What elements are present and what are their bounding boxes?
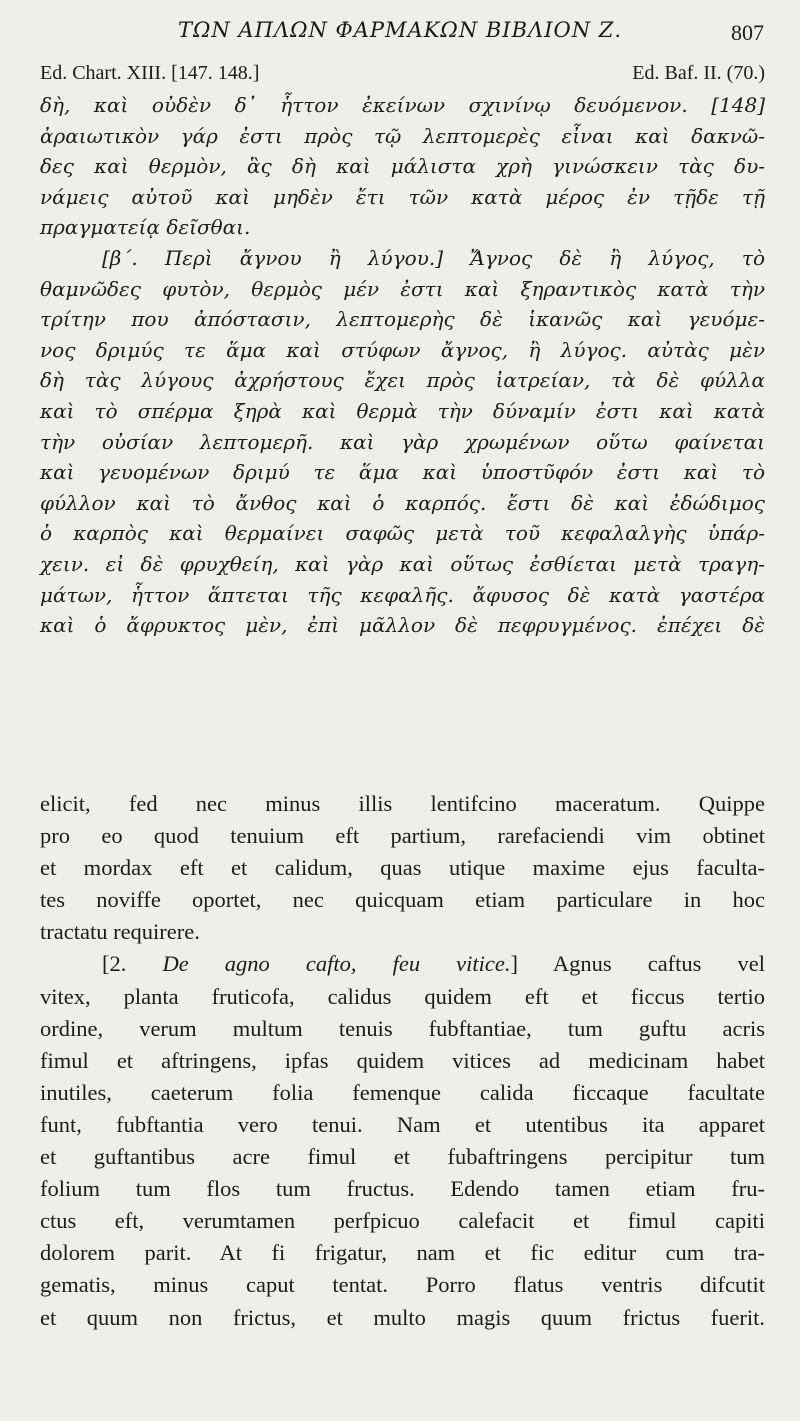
greek-text-block (40, 90, 765, 641)
greek-line: φύλλον καὶ τὸ ἄνθος καὶ ὁ καρπός. ἔστι δὲ καὶ ἐδώδιμος (40, 490, 765, 515)
latin-line: elicit, fed nec minus illis lentifcino maceratum. Quippe (40, 791, 765, 816)
edition-reference-line (40, 62, 765, 88)
greek-line: χειν. εἰ δὲ φρυχθείη, καὶ γὰρ καὶ οὕτως ἐσθίεται μετὰ τραγη- (40, 551, 765, 576)
edition-basel-reference: Ed. Baf. II. (70.) (632, 62, 765, 84)
greek-line: καὶ γευομένων δριμύ τε ἅμα καὶ ὑποστῦφόν ἐστι καὶ τὸ (40, 460, 765, 485)
latin-line: vitex, planta fruticofa, calidus quidem eft et ficcus tertio (40, 983, 765, 1009)
running-head (0, 14, 800, 50)
section-heading-close: ] (510, 951, 518, 977)
greek-line: καὶ ὁ ἄφρυκτος μὲν, ἐπὶ μᾶλλον δὲ πεφρυγμένος. ἐπέχει δὲ (40, 613, 765, 638)
greek-line: ἀραιωτικὸν γάρ ἐστι πρὸς τῷ λεπτομερὲς εἶναι καὶ δακνῶ- (40, 123, 765, 148)
edition-chart-reference: Ed. Chart. XIII. [147. 148.] (40, 62, 260, 84)
latin-line: pro eo quod tenuium eft partium, rarefaciendi vim obtinet (40, 823, 765, 849)
latin-line: et quum non frictus, et multo magis quum frictus fuerit. (40, 1304, 765, 1330)
greek-line: δες καὶ θερμὸν, ἃς δὴ καὶ μάλιστα χρὴ γινώσκειν τὰς δυ- (40, 154, 765, 179)
section-heading-title: De agno cafto, feu vitice. (162, 951, 511, 977)
latin-line: tes noviffe oportet, nec quicquam etiam particulare in hoc (40, 887, 765, 913)
latin-line: gematis, minus caput tentat. Porro flatus ventris difcutit (40, 1272, 765, 1298)
greek-line: τὴν οὐσίαν λεπτομερῆ. καὶ γὰρ χρωμένων οὕτω φαίνεται (40, 429, 765, 454)
latin-line: tractatu requirere. (40, 919, 200, 945)
running-title: ΤΩΝ ΑΠΛΩΝ ΦΑΡΜΑΚΩΝ ΒΙΒΛΙΟΝ Ζ. (177, 18, 623, 42)
latin-text-block (40, 788, 765, 1334)
latin-line: ctus eft, verumtamen perfpicuo calefacit et fimul capiti (40, 1208, 765, 1234)
section-first-line-text: Agnus caftus vel (552, 951, 766, 977)
greek-line: νος δριμύς τε ἅμα καὶ στύφων ἄγνος, ἢ λύγος. αὐτὰς μὲν (40, 337, 765, 362)
greek-line: καὶ τὸ σπέρμα ξηρὰ καὶ θερμὰ τὴν δύναμίν ἐστι καὶ κατὰ (40, 398, 765, 423)
greek-line: θαμνῶδες φυτὸν, θερμὸς μέν ἐστι καὶ ξηραντικὸς κατὰ τὴν (40, 276, 765, 301)
latin-line: ordine, verum multum tenuis fubftantiae, tum guftu acris (40, 1015, 765, 1041)
section-heading-open: [2. (102, 951, 163, 977)
greek-line: ὁ καρπὸς καὶ θερμαίνει σαφῶς μετὰ τοῦ κεφαλαλγὴς ὑπάρ- (40, 521, 765, 546)
greek-line: πραγματείᾳ δεῖσθαι. (40, 215, 251, 240)
latin-section-heading-line (40, 948, 765, 980)
latin-line: et guftantibus acre fimul et fubaftringens percipitur tum (40, 1144, 765, 1170)
latin-line: fimul et aftringens, ipfas quidem vitices ad medicinam habet (40, 1047, 765, 1073)
greek-line: τρίτην που ἀπόστασιν, λεπτομερὴς δὲ ἱκανῶς καὶ γευόμε- (40, 307, 765, 332)
latin-line: dolorem parit. At fi frigatur, nam et fic editur cum tra- (40, 1240, 765, 1266)
greek-line: δὴ τὰς λύγους ἀχρήστους ἔχει πρὸς ἰατρείαν, τὰ δὲ φύλλα (40, 368, 765, 393)
greek-line: νάμεις αὐτοῦ καὶ μηδὲν ἔτι τῶν κατὰ μέρος ἐν τῇδε τῇ (40, 184, 765, 209)
greek-line: δὴ, καὶ οὐδὲν δ᾽ ἧττον ἐκείνων σχινίνῳ δευόμενον. [148] (40, 93, 765, 117)
latin-line: et mordax eft et calidum, quas utique maxime ejus faculta- (40, 855, 765, 881)
latin-line: inutiles, caeterum folia femenque calida ficcaque facultate (40, 1079, 765, 1105)
greek-section-heading-line: [β΄. Περὶ ἄγνου ἢ λύγου.] Ἄγνος δὲ ἢ λύγος, τὸ (102, 245, 765, 270)
greek-line: μάτων, ἧττον ἅπτεται τῆς κεφαλῆς. ἄφυσος δὲ κατὰ γαστέρα (40, 582, 765, 607)
latin-line: folium tum flos tum fructus. Edendo tamen etiam fru- (40, 1176, 765, 1202)
page-number: 807 (731, 20, 764, 45)
latin-line: funt, fubftantia vero tenui. Nam et utentibus ita apparet (40, 1111, 765, 1137)
